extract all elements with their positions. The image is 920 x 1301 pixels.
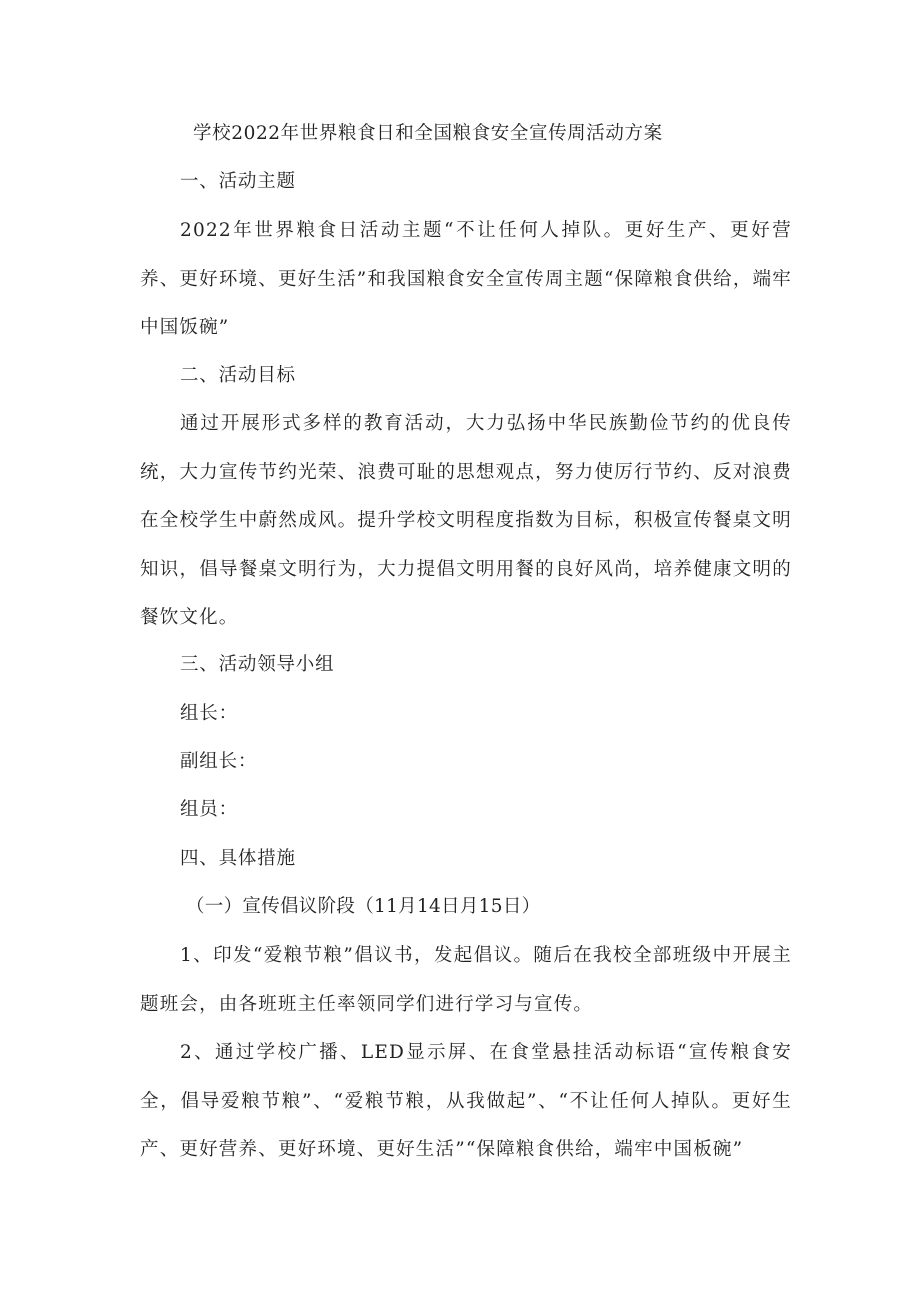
leader-label: 组长： bbox=[180, 703, 238, 724]
section-heading-leadership: 三、活动领导小组 bbox=[180, 654, 335, 675]
measure-item-1: 1、印发“爱粮节粮”倡议书，发起倡议。随后在我校全部班级中开展主题班会，由各班班主任率领同学们进行学习与宣传。 bbox=[140, 945, 792, 1015]
section-body-goals: 通过开展形式多样的教育活动，大力弘扬中华民族勤俭节约的优良传统，大力宣传节约光荣、浪费可耻的思想观点，努力使厉行节约、反对浪费在全校学生中蔚然成风。提升学校文明程度指数为目标，积极宣传餐桌文明知识，倡导餐桌文明行为，大力提倡文明用餐的良好风尚，培养健康文明的餐饮文化。 bbox=[140, 413, 792, 628]
subsection-heading-publicity: （一）宣传倡议阶段（11月14日月15日） bbox=[186, 896, 541, 917]
section-heading-goals: 二、活动目标 bbox=[180, 365, 296, 386]
section-heading-theme: 一、活动主题 bbox=[180, 171, 296, 192]
section-body-theme: 2022年世界粮食日活动主题“不让任何人掉队。更好生产、更好营养、更好环境、更好生活”和我国粮食安全宣传周主题“保障粮食供给，端牢中国饭碗” bbox=[140, 220, 792, 338]
measure-item-2: 2、通过学校广播、LED显示屏、在食堂悬挂活动标语“宣传粮食安全，倡导爱粮节粮”、“爱粮节粮，从我做起”、“不让任何人掉队。更好生产、更好营养、更好环境、更好生活”“保障粮食供给，端牢中国板碗” bbox=[140, 1042, 792, 1160]
member-label: 组员： bbox=[180, 799, 238, 820]
document-title: 学校2022年世界粮食日和全国粮食安全宣传周活动方案 bbox=[193, 123, 663, 144]
deputy-leader-label: 副组长： bbox=[180, 751, 258, 772]
section-heading-measures: 四、具体措施 bbox=[180, 848, 296, 869]
